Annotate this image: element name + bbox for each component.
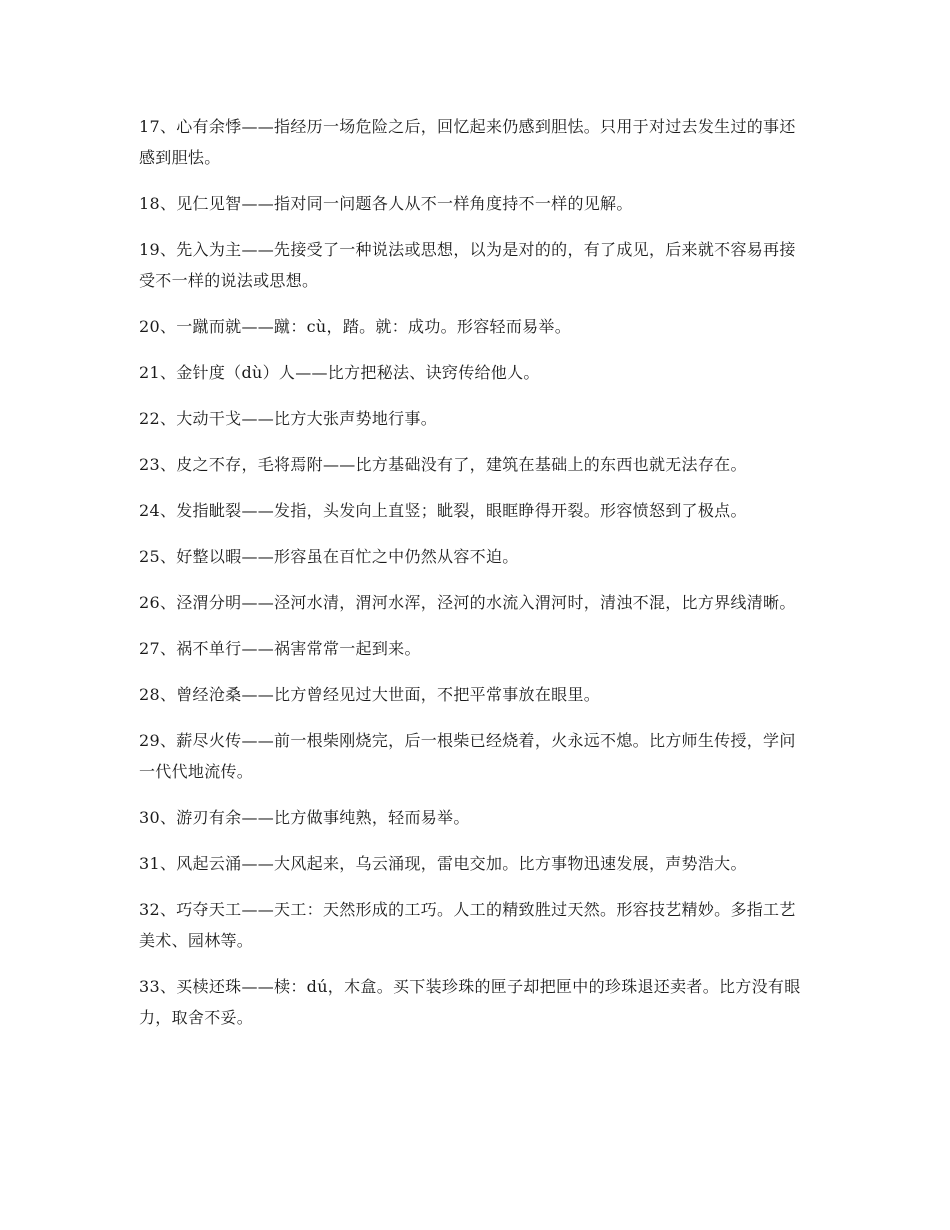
idiom-entry-33: 33、买椟还珠——椟：dú，木盒。买下装珍珠的匣子却把匣中的珍珠退还卖者。比方没有眼力，取舍不妥。 xyxy=(139,977,801,1027)
idiom-entry-21: 21、金针度（dù）人——比方把秘法、诀窍传给他人。 xyxy=(139,363,540,382)
idiom-entry-18: 18、见仁见智——指对同一问题各人从不一样角度持不一样的见解。 xyxy=(139,194,633,213)
idiom-entry-31: 31、风起云涌——大风起来，乌云涌现，雷电交加。比方事物迅速发展，声势浩大。 xyxy=(139,854,747,873)
idiom-entry-20: 20、一蹴而就——蹴：cù，踏。就：成功。形容轻而易举。 xyxy=(139,317,572,336)
idiom-entry-32: 32、巧夺天工——天工：天然形成的工巧。人工的精致胜过天然。形容技艺精妙。多指工艺美术、园林等。 xyxy=(139,900,796,950)
idiom-entry-19: 19、先入为主——先接受了一种说法或思想，以为是对的的，有了成见，后来就不容易再接受不一样的说法或思想。 xyxy=(139,240,796,290)
idiom-entry-27: 27、祸不单行——祸害常常一起到来。 xyxy=(139,639,421,658)
idiom-entry-26: 26、泾渭分明——泾河水清，渭河水浑，泾河的水流入渭河时，清浊不混，比方界线清晰。 xyxy=(139,593,796,612)
idiom-entry-30: 30、游刃有余——比方做事纯熟，轻而易举。 xyxy=(139,808,470,827)
idiom-entry-23: 23、皮之不存，毛将焉附——比方基础没有了，建筑在基础上的东西也就无法存在。 xyxy=(139,455,747,474)
idiom-entry-28: 28、曾经沧桑——比方曾经见过大世面，不把平常事放在眼里。 xyxy=(139,685,601,704)
idiom-list xyxy=(139,111,811,1048)
idiom-entry-29: 29、薪尽火传——前一根柴刚烧完，后一根柴已经烧着，火永远不熄。比方师生传授，学问一代代地流传。 xyxy=(139,731,796,781)
idiom-entry-22: 22、大动干戈——比方大张声势地行事。 xyxy=(139,409,438,428)
idiom-entry-25: 25、好整以暇——形容虽在百忙之中仍然从容不迫。 xyxy=(139,547,519,566)
idiom-entry-17: 17、心有余悸——指经历一场危险之后，回忆起来仍感到胆怯。只用于对过去发生过的事还感到胆怯。 xyxy=(139,117,796,167)
idiom-entry-24: 24、发指眦裂——发指，头发向上直竖；眦裂，眼眶睁得开裂。形容愤怒到了极点。 xyxy=(139,501,747,520)
